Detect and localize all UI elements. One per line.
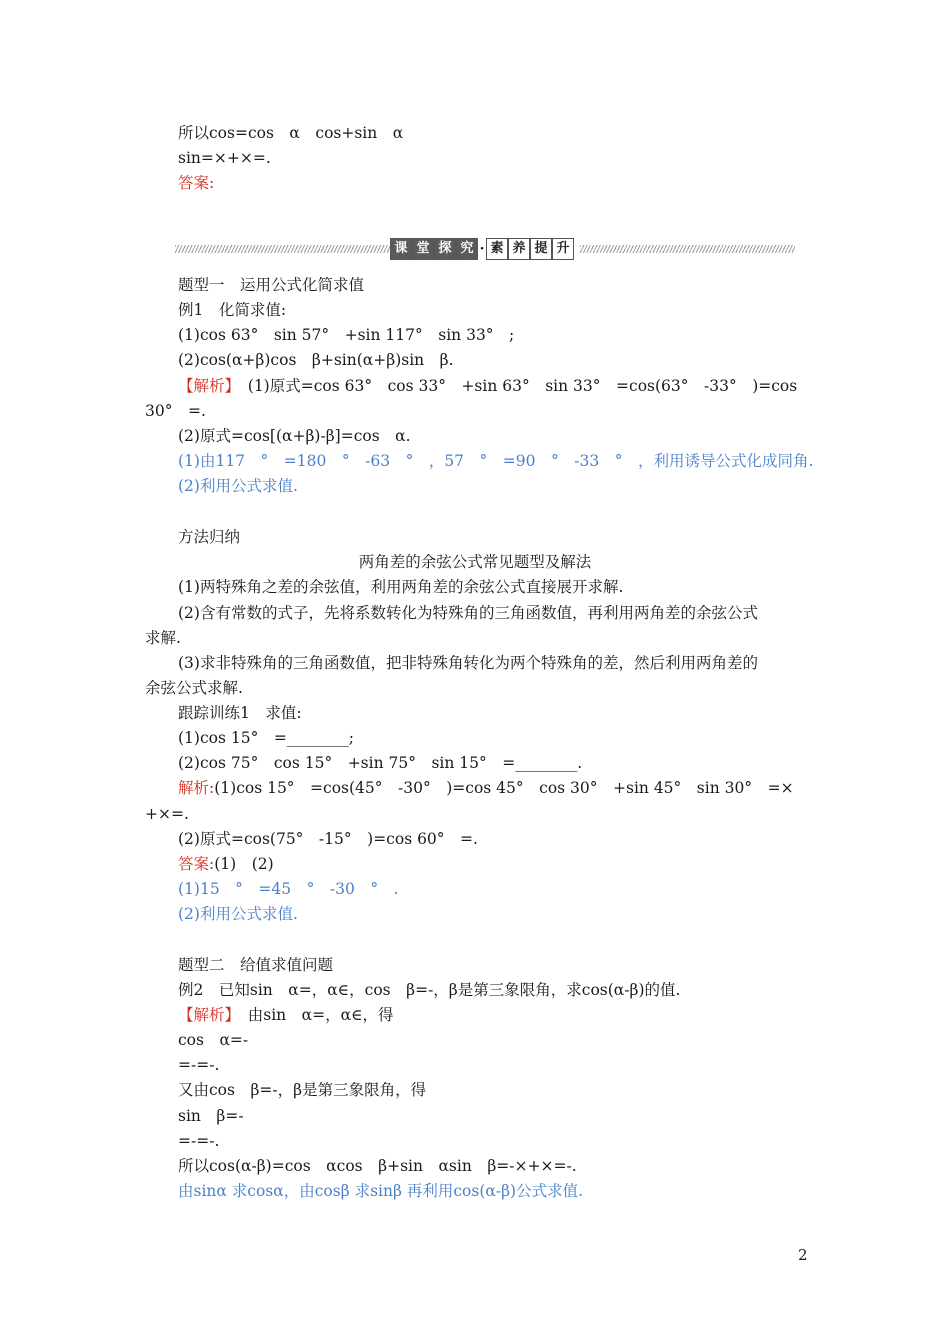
text-span: 【解析】 — [178, 377, 233, 395]
banner-char: 素 — [486, 238, 508, 260]
text-line: (2)cos 75° cos 15° +sin 75° sin 15° =________. — [178, 754, 583, 772]
banner-hatch-left — [175, 245, 390, 253]
text-line: =-=-. — [178, 1132, 220, 1150]
text-span: 答案: — [178, 855, 215, 873]
text-line — [178, 854, 274, 874]
banner-hatch-right — [580, 245, 795, 253]
text-line: (2)利用公式求值. — [178, 477, 298, 495]
text-line: (2)利用公式求值. — [178, 905, 298, 923]
text-line: 所以cos=cos α cos+sin α — [178, 124, 404, 142]
text-line: 余弦公式求解. — [145, 679, 243, 697]
text-line: +×=. — [145, 805, 189, 823]
text-line: 方法归纳 — [178, 528, 241, 546]
text-line — [178, 376, 797, 396]
section-banner — [175, 238, 795, 260]
text-line: 30° =. — [145, 402, 206, 420]
page-number: 2 — [798, 1246, 808, 1264]
banner-char: 探 — [434, 238, 456, 260]
banner-char: 究 — [456, 238, 478, 260]
banner-char: 提 — [530, 238, 552, 260]
text-line: sin=×+×=. — [178, 149, 271, 167]
text-span: 【解析】 — [178, 1006, 233, 1024]
text-line: 题型一 运用公式化简求值 — [178, 276, 365, 294]
text-line: 跟踪训练1 求值: — [178, 704, 302, 722]
text-line: 题型二 给值求值问题 — [178, 956, 334, 974]
text-line: (2)原式=cos[(α+β)-β]=cos α. — [178, 427, 411, 445]
text-line: 又由cos β=-，β是第三象限角，得 — [178, 1081, 427, 1099]
text-line: (2)原式=cos(75° -15° )=cos 60° =. — [178, 830, 478, 848]
text-line: (2)cos(α+β)cos β+sin(α+β)sin β. — [178, 351, 454, 369]
text-line — [178, 778, 794, 798]
text-line: (2)含有常数的式子，先将系数转化为特殊角的三角函数值，再利用两角差的余弦公式 — [178, 604, 758, 622]
banner-char: 堂 — [412, 238, 434, 260]
banner-char: 养 — [508, 238, 530, 260]
text-span: (1) (2) — [214, 855, 274, 873]
text-span: 解析: — [178, 779, 215, 797]
text-span: 由sin α=，α∈，得 — [232, 1006, 394, 1024]
text-line: cos α=- — [178, 1031, 249, 1049]
text-line — [178, 1005, 394, 1025]
text-line: (1)两特殊角之差的余弦值，利用两角差的余弦公式直接展开求解. — [178, 578, 624, 596]
text-line: (1)15 ° =45 ° -30 ° . — [178, 880, 399, 898]
text-line: 所以cos(α-β)=cos αcos β+sin αsin β=-×+×=-. — [178, 1157, 577, 1175]
banner-char: 课 — [390, 238, 412, 260]
banner-title — [390, 238, 574, 260]
text-line: (1)cos 15° =________; — [178, 729, 355, 747]
text-span: (1)cos 15° =cos(45° -30° )=cos 45° cos 30° +sin 45° sin 30° =× — [214, 779, 794, 797]
text-line: (3)求非特殊角的三角函数值，把非特殊角转化为两个特殊角的差，然后利用两角差的 — [178, 654, 758, 672]
banner-char: 升 — [552, 238, 574, 260]
text-line: 两角差的余弦公式常见题型及解法 — [358, 553, 592, 571]
text-line: 例2 已知sin α=，α∈，cos β=-，β是第三象限角，求cos(α-β)的值. — [178, 981, 681, 999]
text-line: (1)由117 ° =180 ° -63 ° ，57 ° =90 ° -33 ° ，利用诱导公式化成同角. — [178, 452, 814, 470]
banner-separator: · — [479, 241, 485, 257]
text-line: 求解. — [145, 629, 181, 647]
text-line: (1)cos 63° sin 57° +sin 117° sin 33° ; — [178, 326, 515, 344]
text-line: 例1 化简求值: — [178, 301, 287, 319]
text-span: (1)原式=cos 63° cos 33° +sin 63° sin 33° =cos(63° -33° )=cos — [232, 377, 798, 395]
text-line: 由sinα 求cosα，由cosβ 求sinβ 再利用cos(α-β)公式求值. — [178, 1182, 584, 1200]
text-line: =-=-. — [178, 1056, 220, 1074]
text-line: sin β=- — [178, 1107, 244, 1125]
text-line: 答案: — [178, 174, 215, 192]
